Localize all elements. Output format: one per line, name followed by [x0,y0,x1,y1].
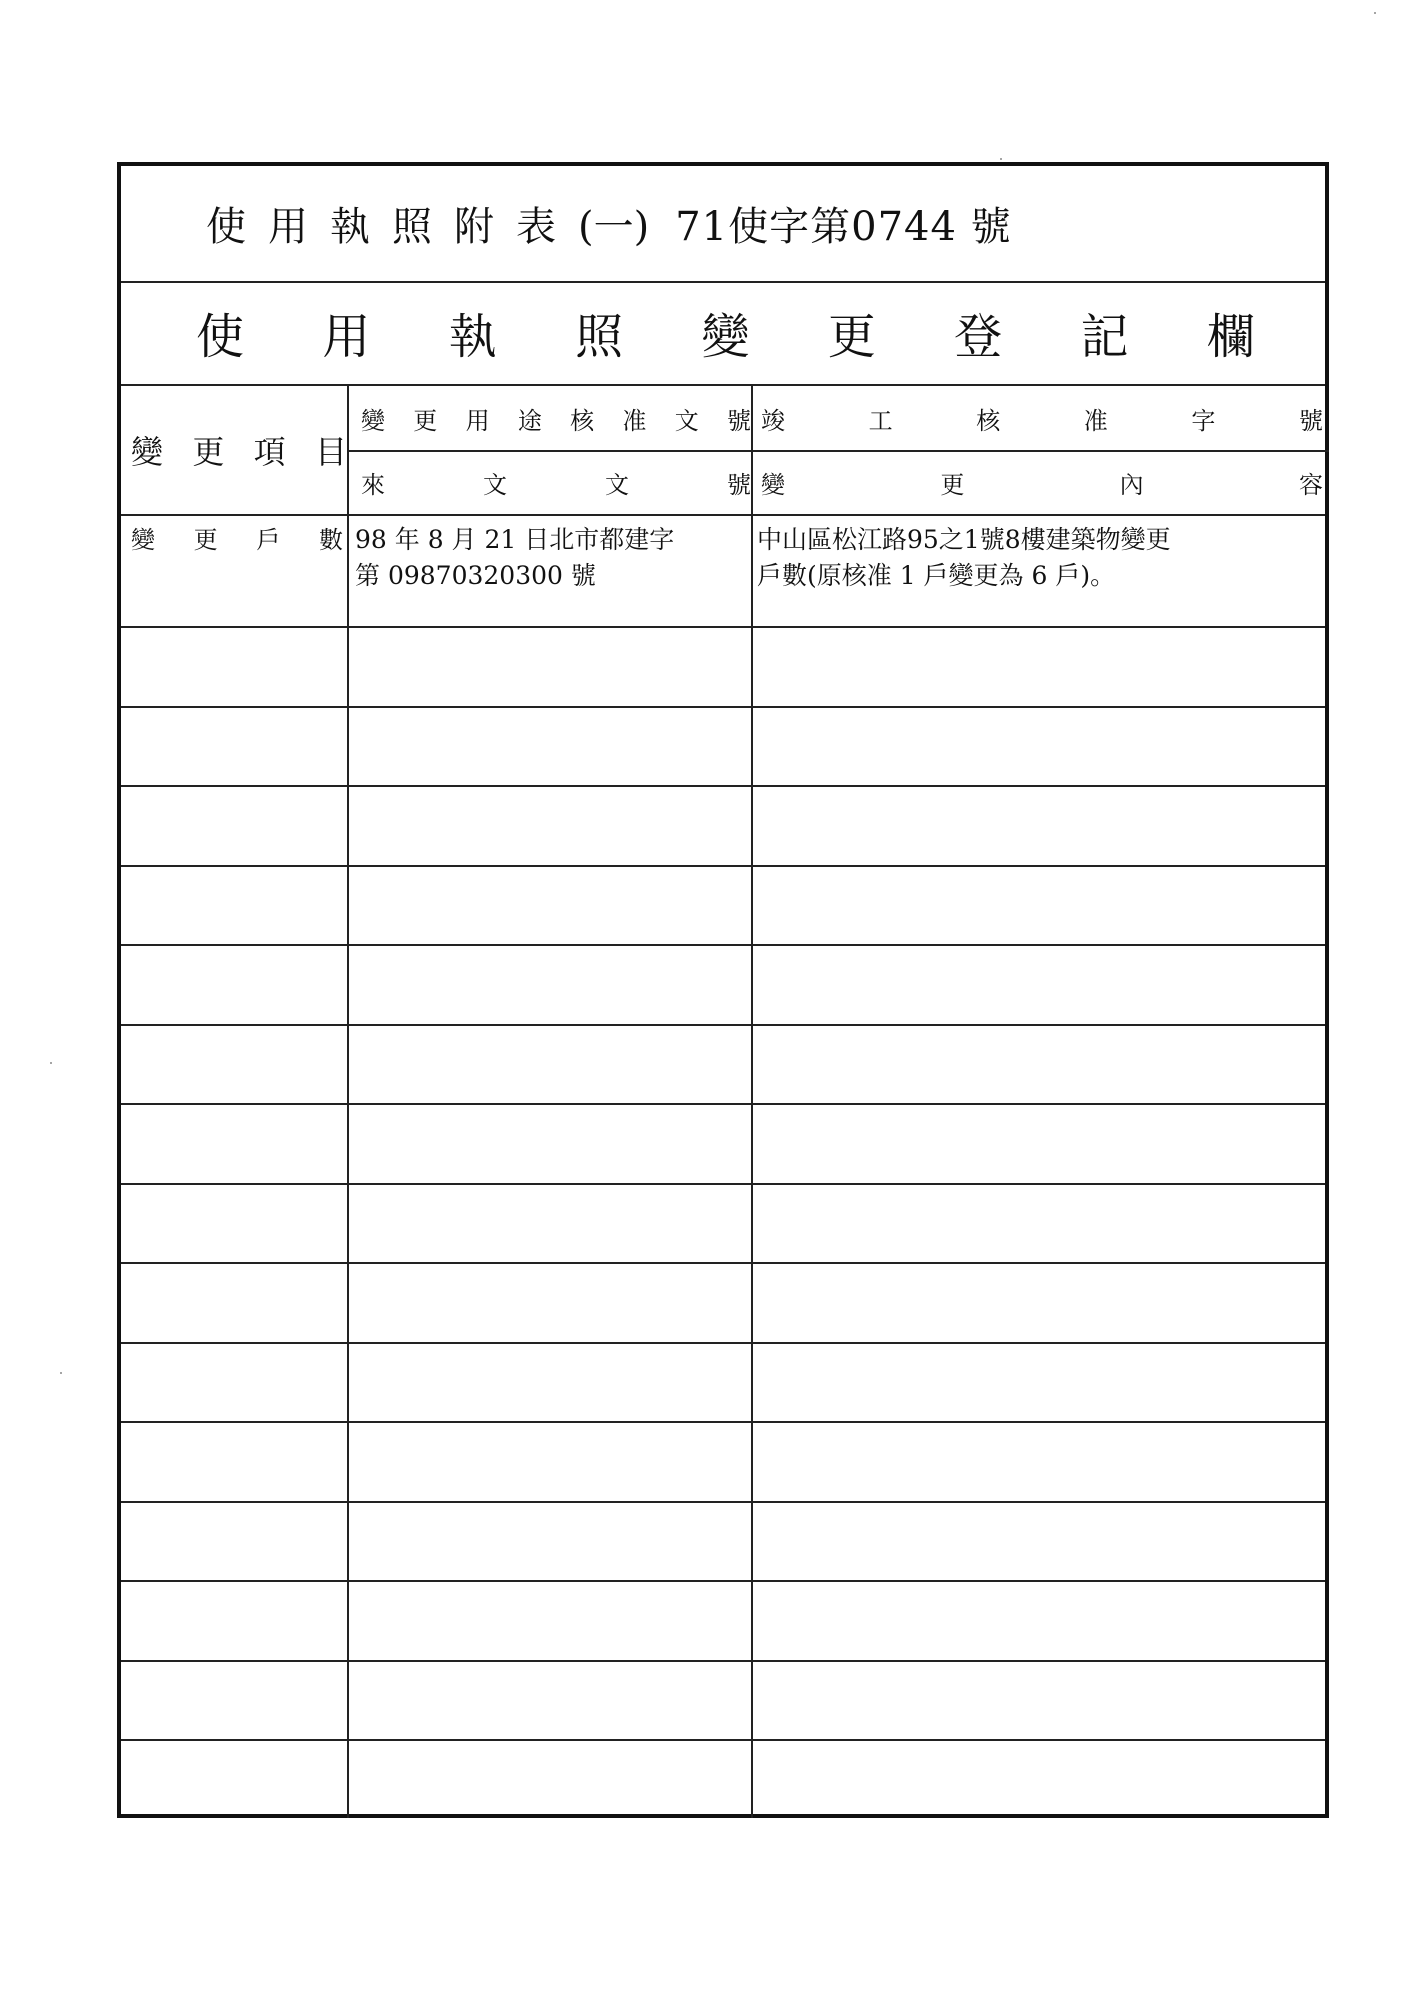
header-change-item: 變 更 項 目 [131,433,347,471]
table-row-item: 變 更 戶 數 [131,526,343,554]
permit-number: 71使字第0744 號 [675,204,1012,250]
scan-speck [60,1372,62,1374]
header-approval-doc-no: 變 更 用 途 核 准 文 號 [361,406,751,435]
row-divider [121,1262,1325,1264]
row-divider [121,1660,1325,1662]
row-divider [121,1580,1325,1582]
row-divider [121,1342,1325,1344]
row-divider [121,1024,1325,1026]
header-incoming-doc-no: 來 文 文 號 [361,470,751,499]
row-divider [121,1103,1325,1105]
table-row-doc-no: 98 年 8 月 21 日北市都建字 第 09870320300 號 [355,525,675,590]
title-prefix: 使用執照附表 [206,204,578,250]
row-divider [121,1501,1325,1503]
scan-speck [50,1062,52,1064]
row-divider [121,1739,1325,1741]
form-title [121,166,1325,281]
title-paren: (一) [578,204,650,250]
header-completion-no: 竣 工 核 准 字 號 [761,406,1323,435]
row-divider [121,1421,1325,1423]
section-title: 使 用 執 照 變 更 登 記 欄 [196,309,1255,365]
usage-permit-form [117,162,1329,1818]
row-divider [121,865,1325,867]
row-divider [121,944,1325,946]
row-divider [121,1183,1325,1185]
row-divider [121,785,1325,787]
table-row-content: 中山區松江路95之1號8樓建築物變更 戶數(原核准 1 戶變更為 6 戶)。 [757,525,1171,590]
row-divider [121,706,1325,708]
header-change-content: 變 更 內 容 [761,470,1323,499]
scan-speck [1374,12,1376,14]
row-divider [121,626,1325,628]
scan-speck [1000,158,1002,160]
